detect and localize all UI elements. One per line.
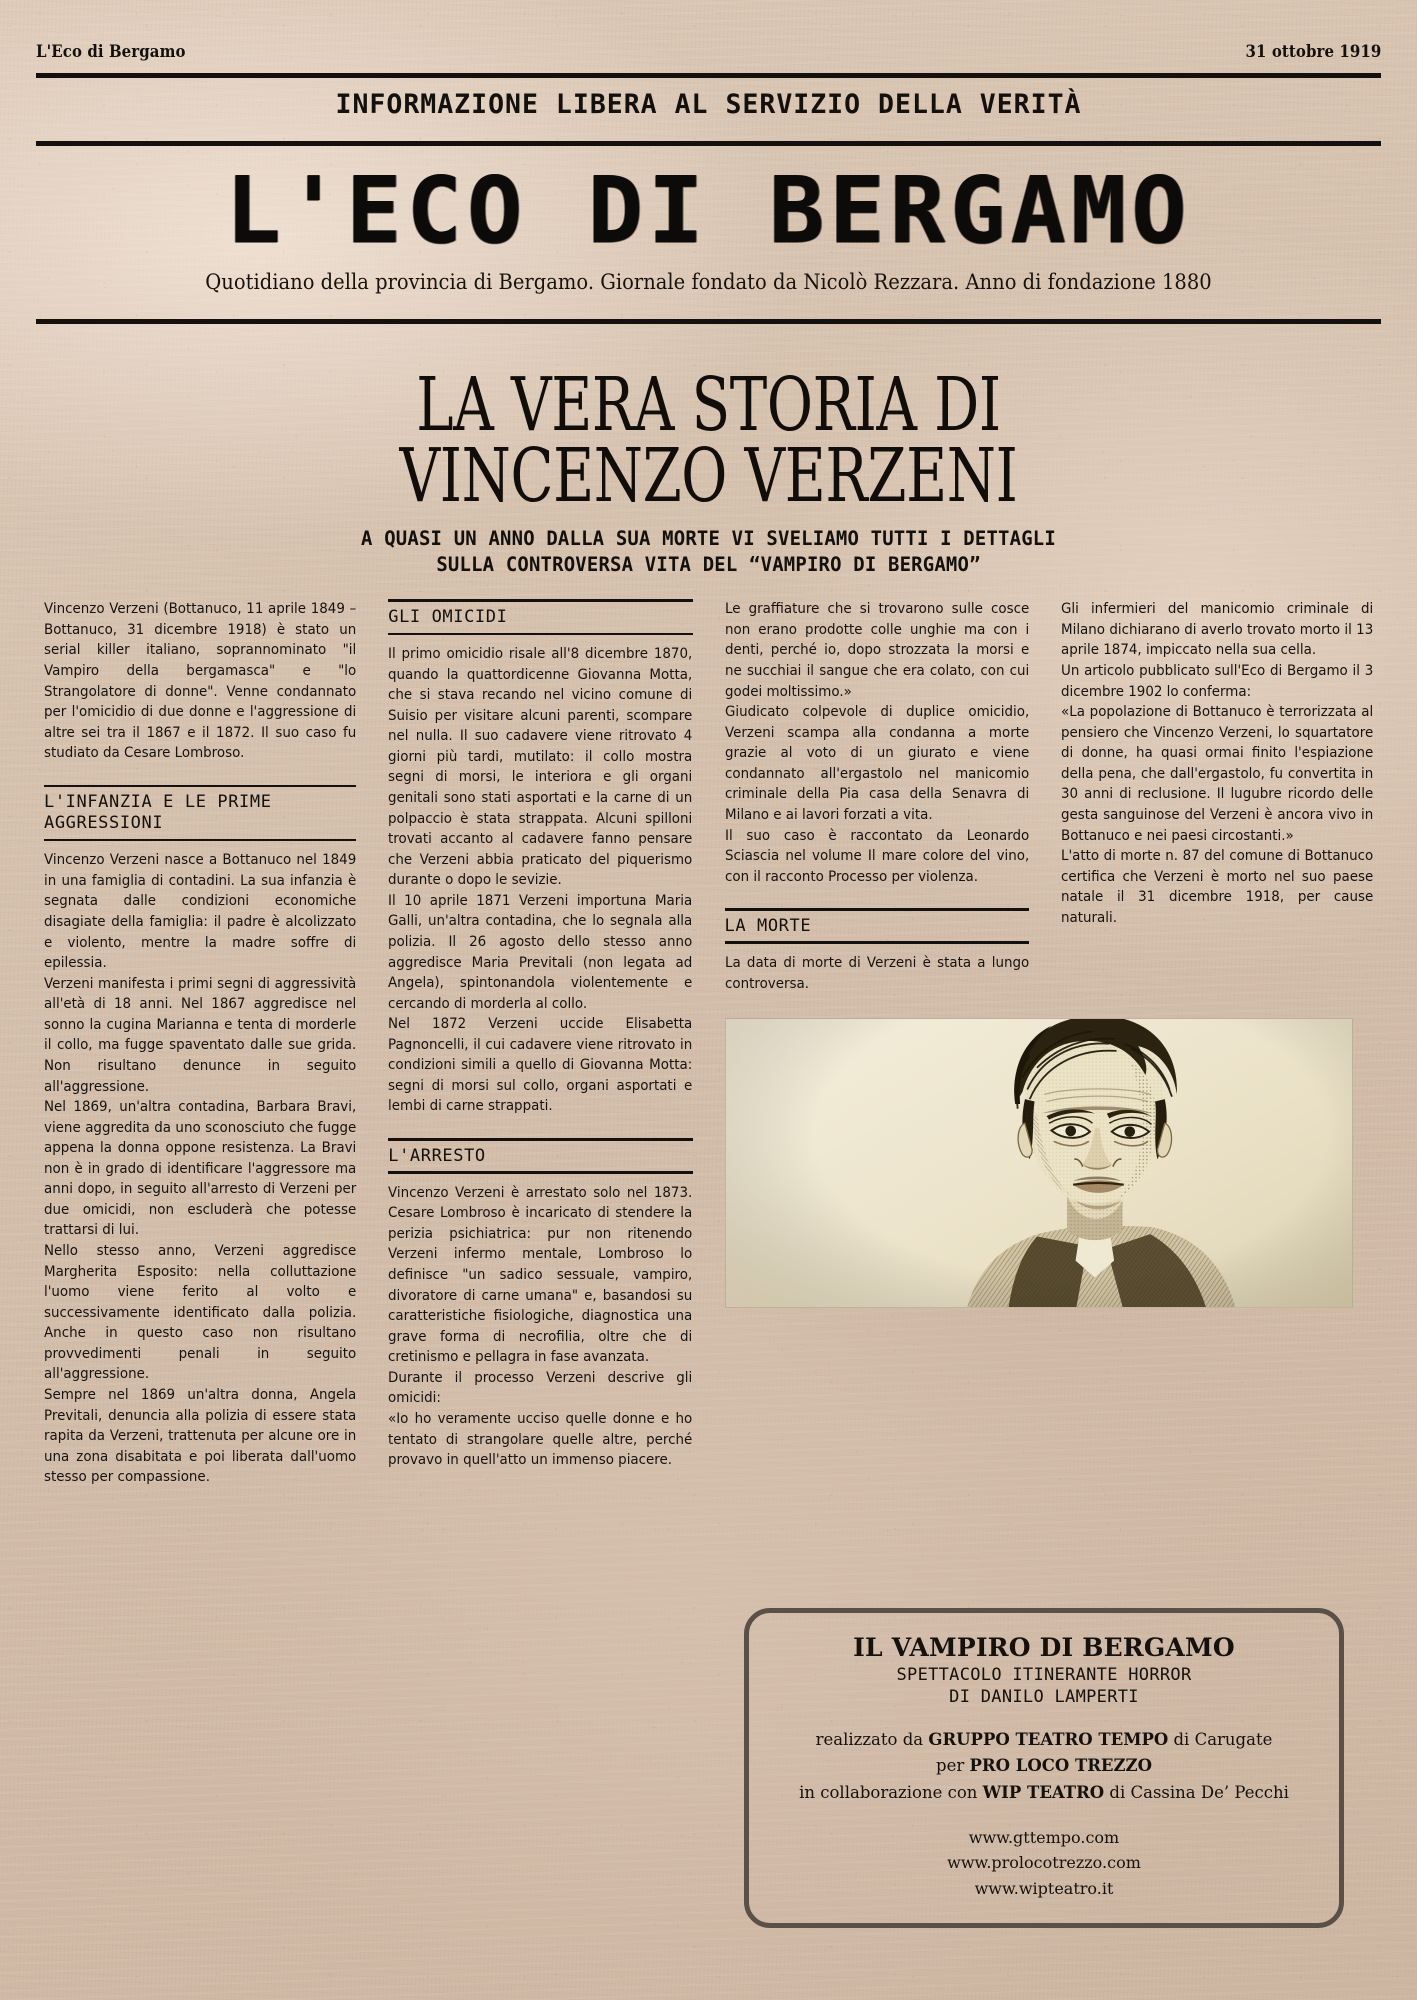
headline-line-2: VINCENZO VERZENI: [399, 432, 1018, 519]
subheadline-line-2: SULLA CONTROVERSA VITA DEL “VAMPIRO DI BERGAMO”: [436, 552, 981, 576]
col2-p1: Il primo omicidio risale all'8 dicembre 1870, quando la quattordicenne Giovanna Motta, che si stava recando nel vicino comune di Suisio per visitare alcuni parenti, scompare nel nulla. Il suo cadavere viene ritrovato 4 giorni più tardi, mutilato: il collo mostra segni di morsi, le interiora e gli organi genitali sono stati asportati e la carne di un polpaccio è stata strappata. Alcuni spilloni trovati accanto al cadavere fanno pensare che Verzeni abbia praticato del piquerismo durante o dopo le sevizie.: [388, 645, 693, 889]
section-rule-bottom: [388, 633, 692, 636]
headline-line-1: LA VERA STORIA DI: [416, 361, 1001, 448]
ad-credit3-prefix: in collaborazione con: [799, 1782, 983, 1802]
section-title-text: LA MORTE: [724, 915, 812, 936]
section-title-text: L'ARRESTO: [388, 1145, 486, 1166]
col1-p2: Verzeni manifesta i primi segni di aggressività all'età di 18 anni. Nel 1867 aggredisce nel sonno la cugina Marianna e tenta di morderle il collo, ma fugge spaventato dalle sue grida. Non risultano denunce in seguito all'aggressione.: [44, 974, 357, 1095]
ad-link-wipteatro[interactable]: www.wipteatro.it: [974, 1878, 1114, 1898]
col2-p2: Il 10 aprile 1871 Verzeni importuna Maria Galli, un'altra contadina, che lo segnala alla polizia. Il 26 agosto dello stesso anno aggredisce Maria Previtali (non legata ad Angela), spintonandola violentemente e cercando di morderla al collo.: [388, 891, 693, 1012]
ad-credit1-suffix: di Carugate: [1168, 1729, 1273, 1749]
col3-p1: Le graffiature che si trovarono sulle cosce non erano prodotte colle unghie ma con i denti, perché io, dopo strozzata la morsi e ne succhiai il sangue che era colato, con cui godei moltissimo.»: [724, 600, 1029, 700]
col1-p4: Nello stesso anno, Verzeni aggredisce Margherita Esposito: nella colluttazione l'uomo viene ferito al volto e successivamente identificato dalla polizia. Anche in questo caso non risultano provvedimenti penali in seguito all'aggressione.: [44, 1242, 357, 1383]
ad-credit-line-1: [767, 1727, 1321, 1754]
portrait-container: [725, 1018, 1352, 1308]
section-rule-top: [388, 599, 692, 602]
ad-subtitle-1: SPETTACOLO ITINERANTE HORROR: [896, 1665, 1192, 1685]
ad-credit3-bold: WIP TEATRO: [982, 1782, 1105, 1802]
ad-credit-line-3: [767, 1780, 1321, 1807]
section-title-text: L'INFANZIA E LE PRIME AGGRESSIONI: [44, 792, 272, 834]
section-rule-top: [388, 1138, 692, 1141]
column-3: [709, 599, 1045, 1487]
col3-p2: Giudicato colpevole di duplice omicidio, Verzeni scampa alla condanna a morte grazie al voto di un giurato e viene condannato all'ergastolo nel manicomio criminale della Pia casa della Senavra di Milano e ai lavori forzati a vita.: [724, 703, 1029, 823]
article-columns: [36, 577, 1381, 1487]
col3-p3: Il suo caso è raccontato da Leonardo Sciascia nel volume Il mare colore del vino, con il racconto Processo per violenza.: [724, 826, 1029, 885]
ad-link-prolocotrezzo[interactable]: www.prolocotrezzo.com: [947, 1853, 1141, 1873]
issue-date: 31 ottobre 1919: [1245, 42, 1381, 62]
column-1: [36, 599, 372, 1487]
section-rule-top: [44, 785, 356, 788]
ad-credit1-bold: GRUPPO TEATRO TEMPO: [928, 1729, 1169, 1749]
col2-p6: «Io ho veramente ucciso quelle donne e ho tentato di strangolare quelle altre, perché provavo in quell'atto un immenso piacere.: [388, 1409, 693, 1469]
section-rule-top: [725, 908, 1029, 911]
col2-p3: Nel 1872 Verzeni uccide Elisabetta Pagnoncelli, il cui cadavere viene ritrovato in condizioni simili a quello di Giovanna Motta: segni di morsi sul collo, organi asportati e lembi di carne strappati.: [388, 1015, 693, 1115]
col4-p2: Un articolo pubblicato sull'Eco di Bergamo il 3 dicembre 1902 lo conferma:: [1060, 662, 1374, 700]
ad-credit2-bold: PRO LOCO TREZZO: [969, 1756, 1152, 1776]
section-heading-infanzia: [44, 785, 356, 841]
section-heading-omicidi: [388, 599, 692, 635]
section-heading-morte: [725, 908, 1029, 944]
section-title-text: GLI OMICIDI: [388, 606, 508, 627]
ad-subtitle-2: DI DANILO LAMPERTI: [949, 1686, 1139, 1707]
col2-p4: Vincenzo Verzeni è arrestato solo nel 1873. Cesare Lombroso è incaricato di stendere la perizia psichiatrica: pur non ritenendo Verzeni infermo mentale, Lombroso lo definisce "un sadico sessuale, vampiro, divoratore di carne umana" e, basandosi su caratteristiche fisiologiche, diagnostica una grave forma di necrofilia, oltre che di cretinismo e pellagra in fase avanzata.: [388, 1183, 693, 1366]
col1-p3: Nel 1869, un'altra contadina, Barbara Bravi, viene aggredita da uno sconosciuto che fugge appena la donna oppone resistenza. La Bravi non è in grado di identificare l'aggressore ma anni dopo, in seguito all'arresto di Verzeni per due omicidi, non escluderà che potesse trattarsi di lui.: [44, 1098, 357, 1239]
section-heading-arresto: [388, 1138, 692, 1174]
ad-credit3-suffix: di Cassina De’ Pecchi: [1104, 1782, 1289, 1802]
ad-credits: [767, 1709, 1321, 1807]
column-2: [372, 599, 708, 1487]
article-subheadline: [56, 512, 1361, 577]
subheadline-line-1: A QUASI UN ANNO DALLA SUA MORTE VI SVELIAMO TUTTI I DETTAGLI: [361, 526, 1056, 550]
article-headline: [197, 324, 1219, 519]
ad-link-gttempo[interactable]: www.gttempo.com: [968, 1827, 1120, 1847]
advertisement-box[interactable]: [744, 1608, 1344, 1928]
col4-p1: Gli infermieri del manicomio criminale di Milano dichiarano di averlo trovato morto il 13 aprile 1874, impiccato nella sua cella.: [1060, 600, 1374, 659]
ad-credit-line-2: [767, 1753, 1321, 1780]
col4-p3: «La popolazione di Bottanuco è terrorizzata al pensiero che Vincenzo Verzeni, lo squartatore di donne, ha quasi ormai finito l'espiazione della pena, che dall'ergastolo, fu convertita in 30 anni di reclusione. Il lugubre ricordo delle gesta sanguinose del Verzeni è ancora vivo in Bottanuco e nei paesi circostanti.»: [1060, 703, 1374, 844]
topbar: [36, 0, 1381, 62]
masthead-title: L'ECO DI BERGAMO: [225, 157, 1192, 264]
publication-name: L'Eco di Bergamo: [36, 42, 186, 62]
col1-p5: Sempre nel 1869 un'altra donna, Angela Previtali, denuncia alla polizia di essere stata rapita da Verzeni, trattenuta per alcune ore in una zona disabitata e poi liberata dall'uomo stesso per compassione.: [44, 1385, 357, 1486]
portrait-vincenzo-verzeni: [725, 1018, 1354, 1308]
masthead-subtitle: Quotidiano della provincia di Bergamo. Giornale fondato da Nicolò Rezzara. Anno di fondazione 1880: [205, 269, 1212, 294]
section-rule-bottom: [725, 941, 1029, 944]
portrait-engraving-svg: [726, 1019, 1353, 1307]
col3-p4: La data di morte di Verzeni è stata a lungo controversa.: [724, 953, 1029, 992]
ad-credit1-prefix: realizzato da: [815, 1729, 929, 1749]
advertisement-box-wrapper: [744, 1588, 1344, 1928]
ad-title: IL VAMPIRO DI BERGAMO: [853, 1633, 1235, 1662]
ad-links: [767, 1807, 1321, 1902]
col4-p4: L'atto di morte n. 87 del comune di Bottanuco certifica che Verzeni è morto nel suo paese natale il 31 dicembre 1918, per cause naturali.: [1060, 847, 1374, 926]
section-rule-bottom: [44, 839, 356, 842]
section-rule-bottom: [388, 1171, 692, 1174]
col1-intro: Vincenzo Verzeni (Bottanuco, 11 aprile 1849 – Bottanuco, 31 dicembre 1918) è stato un serial killer italiano, soprannominato "il Vampiro della bergamasca" e "lo Strangolatore di donne". Venne condannato per l'omicidio di due donne e l'aggressione di altre sei tra il 1867 e il 1872. Il suo caso fu studiato da Cesare Lombroso.: [44, 600, 357, 762]
col2-p5: Durante il processo Verzeni descrive gli omicidi:: [388, 1368, 693, 1407]
col1-p1: Vincenzo Verzeni nasce a Bottanuco nel 1849 in una famiglia di contadini. La sua infanzia è segnata dalle condizioni economiche disagiate della famiglia: il padre è alcolizzato e violento, mentre la madre soffre di epilessia.: [44, 851, 357, 972]
kicker-slogan: INFORMAZIONE LIBERA AL SERVIZIO DELLA VERITÀ: [335, 89, 1082, 120]
ad-credit2-prefix: per: [936, 1756, 970, 1776]
